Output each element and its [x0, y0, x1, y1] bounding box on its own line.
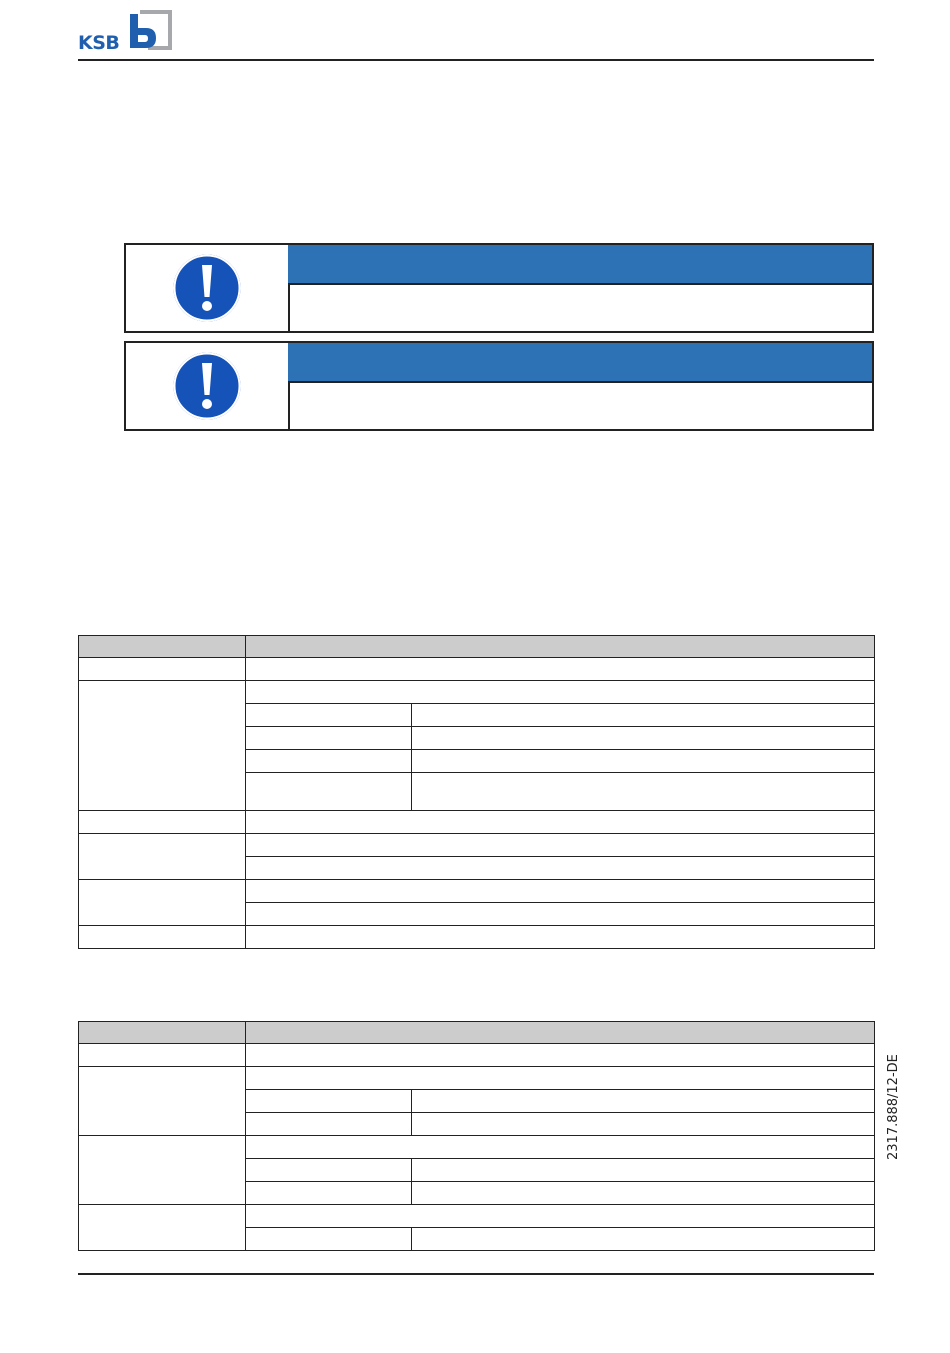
table-cell — [246, 773, 412, 811]
table-cell — [412, 727, 875, 750]
table-cell — [246, 750, 412, 773]
ksb-logo — [78, 8, 178, 56]
table-row — [79, 658, 875, 681]
table-cell — [246, 658, 875, 681]
table-cell — [79, 681, 246, 811]
table-cell — [79, 1067, 246, 1136]
table-cell — [246, 1159, 412, 1182]
table-cell — [79, 1205, 246, 1251]
table-cell — [246, 704, 412, 727]
table-cell — [412, 1159, 875, 1182]
table-cell — [246, 857, 875, 880]
ksb-logo-mark-icon — [126, 8, 176, 54]
table-row — [79, 926, 875, 949]
table-cell — [246, 1067, 875, 1090]
table-cell — [246, 1044, 875, 1067]
notice-signal-band — [288, 343, 872, 383]
data-table-1 — [78, 635, 875, 949]
table-row — [79, 834, 875, 857]
table-row — [79, 1205, 875, 1228]
notice-icon-cell — [126, 245, 290, 331]
notice-signal-band — [288, 245, 872, 285]
table-row — [79, 811, 875, 834]
footer-rule — [78, 1273, 874, 1275]
table-cell — [79, 1044, 246, 1067]
table-cell — [246, 1228, 412, 1251]
table-header-cell — [79, 1022, 246, 1044]
notice-icon-cell — [126, 343, 290, 429]
table-cell — [412, 1182, 875, 1205]
table-cell — [246, 1182, 412, 1205]
table-cell — [246, 1205, 875, 1228]
table-cell — [246, 880, 875, 903]
table-cell — [412, 704, 875, 727]
table-header-row — [79, 1022, 875, 1044]
notice-text — [288, 383, 872, 429]
table-cell — [246, 1090, 412, 1113]
notice-box — [124, 243, 874, 333]
table-cell — [246, 926, 875, 949]
table-row — [79, 1136, 875, 1159]
table-row — [79, 880, 875, 903]
table-cell — [246, 1113, 412, 1136]
header-rule — [78, 59, 874, 61]
table-row — [79, 1044, 875, 1067]
table-header-cell — [79, 636, 246, 658]
notice-box — [124, 341, 874, 431]
table-cell — [246, 811, 875, 834]
table-row — [79, 681, 875, 704]
table-header-row — [79, 636, 875, 658]
table-cell — [412, 773, 875, 811]
logo-wordmark: KSB — [78, 32, 120, 54]
exclamation-mandatory-sign-icon — [171, 252, 243, 324]
table-cell — [412, 750, 875, 773]
table-cell — [79, 926, 246, 949]
table-cell — [246, 727, 412, 750]
table-cell — [412, 1090, 875, 1113]
table-cell — [79, 880, 246, 926]
table-cell — [246, 903, 875, 926]
table-cell — [79, 1136, 246, 1205]
table-cell — [246, 834, 875, 857]
document-code: 2317.888/12-DE — [886, 1054, 901, 1160]
exclamation-mandatory-sign-icon — [171, 350, 243, 422]
table-header-cell — [246, 1022, 875, 1044]
table-header-cell — [246, 636, 875, 658]
table-cell — [246, 1136, 875, 1159]
table-cell — [79, 658, 246, 681]
table-cell — [79, 811, 246, 834]
table-cell — [412, 1113, 875, 1136]
table-cell — [246, 681, 875, 704]
table-cell — [412, 1228, 875, 1251]
notice-text — [288, 285, 872, 331]
data-table-2 — [78, 1021, 875, 1251]
table-row — [79, 1067, 875, 1090]
table-cell — [79, 834, 246, 880]
